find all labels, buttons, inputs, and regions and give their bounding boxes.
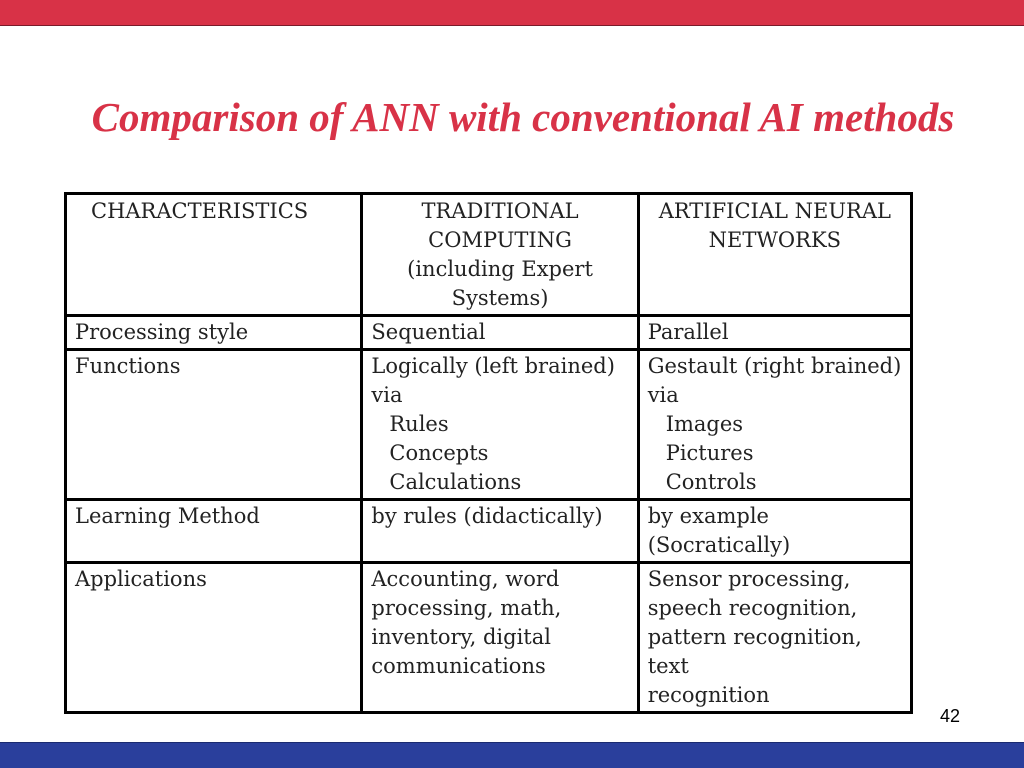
bottom-accent-bar [0, 742, 1024, 768]
cell-list-item: Images [665, 412, 744, 436]
row-characteristic: Processing style [66, 316, 362, 350]
header-line: COMPUTING [428, 228, 572, 252]
cell-line: speech recognition, [647, 596, 858, 620]
header-line: TRADITIONAL [421, 199, 579, 223]
cell-line: inventory, digital [371, 625, 551, 649]
cell-line: Logically (left brained) [371, 354, 615, 378]
header-line: NETWORKS [708, 228, 842, 252]
table-row [66, 500, 912, 563]
table-row [66, 350, 912, 500]
cell-line: via [647, 383, 679, 407]
cell-line: recognition [647, 683, 770, 707]
row-ann-cell [638, 500, 911, 563]
cell-line: by example [647, 504, 769, 528]
header-traditional-computing [362, 194, 638, 316]
row-ann-cell [638, 316, 911, 350]
row-characteristic: Functions [66, 350, 362, 500]
cell-line: by rules (didactically) [371, 504, 603, 528]
cell-line: via [371, 383, 403, 407]
header-line: (including Expert [407, 257, 593, 281]
cell-list-item: Rules [389, 412, 449, 436]
cell-line: Accounting, word [371, 567, 560, 591]
header-line: ARTIFICIAL NEURAL [658, 199, 891, 223]
cell-list-item: Concepts [389, 441, 489, 465]
cell-list-item: Calculations [389, 470, 522, 494]
row-traditional-cell [362, 350, 638, 500]
top-accent-bar [0, 0, 1024, 26]
header-artificial-neural-networks [638, 194, 911, 316]
header-characteristics: CHARACTERISTICS [66, 194, 362, 316]
slide-title: Comparison of ANN with conventional AI methods [91, 94, 955, 140]
table-row [66, 316, 912, 350]
cell-line: Sensor processing, [647, 567, 851, 591]
table-header-row [66, 194, 912, 316]
cell-line: Gestault (right brained) [647, 354, 902, 378]
row-traditional-cell [362, 500, 638, 563]
row-characteristic: Learning Method [66, 500, 362, 563]
header-line: Systems) [451, 286, 549, 310]
cell-line: communications [371, 654, 546, 678]
row-ann-cell [638, 350, 911, 500]
comparison-table [64, 192, 913, 714]
cell-line: Parallel [647, 320, 729, 344]
row-traditional-cell [362, 316, 638, 350]
cell-list-item: Controls [665, 470, 757, 494]
row-traditional-cell [362, 563, 638, 713]
cell-line: processing, math, [371, 596, 562, 620]
page-number: 42 [939, 706, 961, 726]
row-characteristic: Applications [66, 563, 362, 713]
table-row [66, 563, 912, 713]
cell-line: Sequential [371, 320, 486, 344]
cell-list-item: Pictures [665, 441, 754, 465]
cell-line: pattern recognition, text [647, 625, 862, 678]
cell-line: (Socratically) [647, 533, 791, 557]
row-ann-cell [638, 563, 911, 713]
